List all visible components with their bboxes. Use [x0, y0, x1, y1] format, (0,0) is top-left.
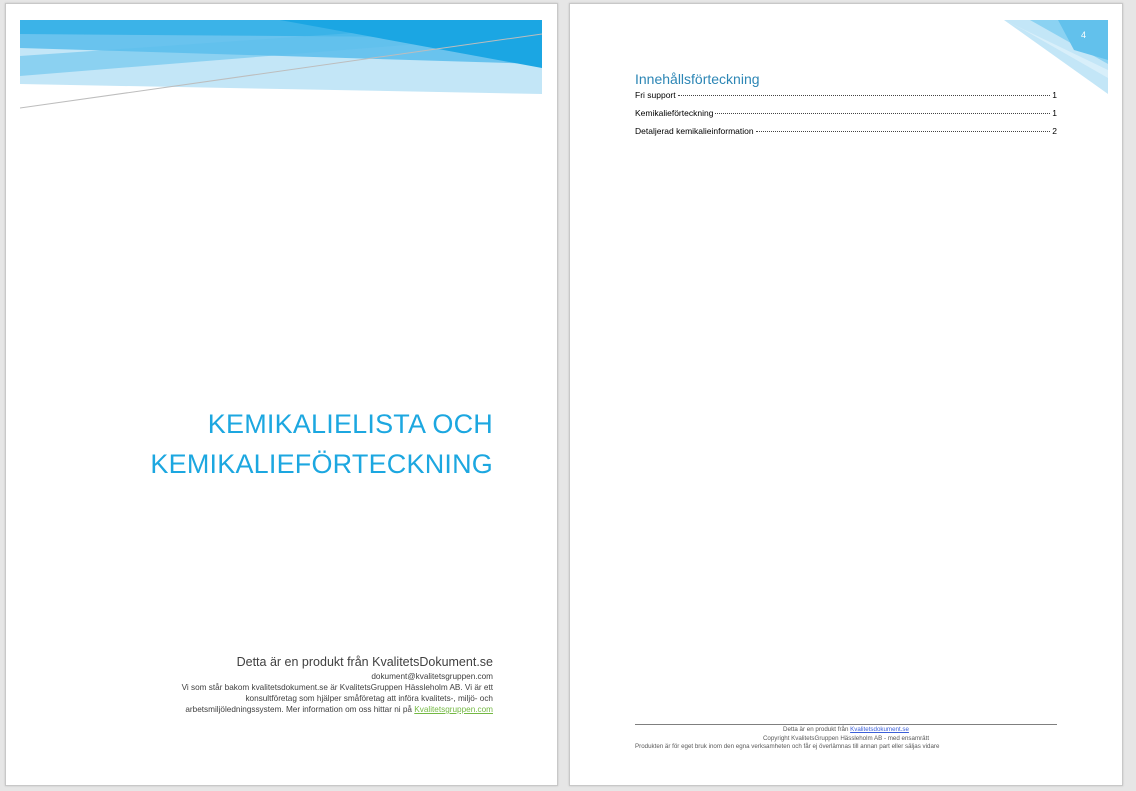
toc-entry-label: Kemikalieförteckning — [635, 108, 714, 118]
toc-leader-dots — [756, 131, 1051, 132]
footer-link[interactable]: Kvalitetsdokument.se — [850, 726, 909, 733]
toc-entry-page: 1 — [1052, 90, 1057, 100]
page-number: 4 — [1080, 30, 1086, 40]
toc-entry[interactable] — [635, 108, 1057, 126]
toc-heading: Innehållsförteckning — [635, 71, 760, 87]
cover-about-line-1: Vi som står bakom kvalitetsdokument.se är KvalitetsGruppen Hässleholm AB. Vi är ett — [181, 683, 493, 692]
cover-banner-graphic — [20, 20, 542, 112]
cover-about-line-2: konsultföretag som hjälper småföretag att införa kvalitets-, miljö- och — [245, 694, 493, 703]
cover-title — [53, 404, 493, 484]
page-footer — [635, 726, 1057, 752]
footer-copyright: Copyright KvalitetsGruppen Hässleholm AB - med ensamrätt — [762, 734, 930, 742]
toc-leader-dots — [715, 113, 1050, 114]
toc-leader-dots — [678, 95, 1051, 96]
footer-line-1-text: Detta är en produkt från — [783, 726, 851, 733]
cover-about-line-3 — [73, 704, 493, 715]
cover-email: dokument@kvalitetsgruppen.com — [371, 672, 493, 681]
cover-page — [5, 3, 558, 786]
toc-entry-page: 1 — [1052, 108, 1057, 118]
footer-usage-note: Produkten är för eget bruk inom den egna verksamheten och får ej överlämnas till annan part eller säljas vidare — [635, 743, 940, 751]
corner-banner-graphic — [1004, 20, 1108, 94]
toc-entry-label: Detaljerad kemikalieinformation — [635, 126, 754, 136]
cover-title-line-2: KEMIKALIEFÖRTECKNING — [150, 449, 493, 479]
cover-info-block — [73, 655, 493, 715]
toc-entry-page: 2 — [1052, 126, 1057, 136]
toc-entry-label: Fri support — [635, 90, 676, 100]
toc-page — [569, 3, 1123, 786]
cover-about-line-3-text: arbetsmiljöledningssystem. Mer information om oss hittar ni på — [185, 705, 415, 714]
toc-entry[interactable] — [635, 90, 1057, 108]
cover-product-line: Detta är en produkt från KvalitetsDokument.se — [236, 655, 493, 669]
toc-entry[interactable] — [635, 126, 1057, 144]
footer-line-1 — [635, 726, 1057, 735]
cover-title-line-1: KEMIKALIELISTA OCH — [207, 409, 493, 439]
footer-divider — [635, 724, 1057, 725]
toc-list — [635, 90, 1057, 144]
cover-about-link[interactable]: Kvalitetsgruppen.com — [414, 705, 493, 714]
